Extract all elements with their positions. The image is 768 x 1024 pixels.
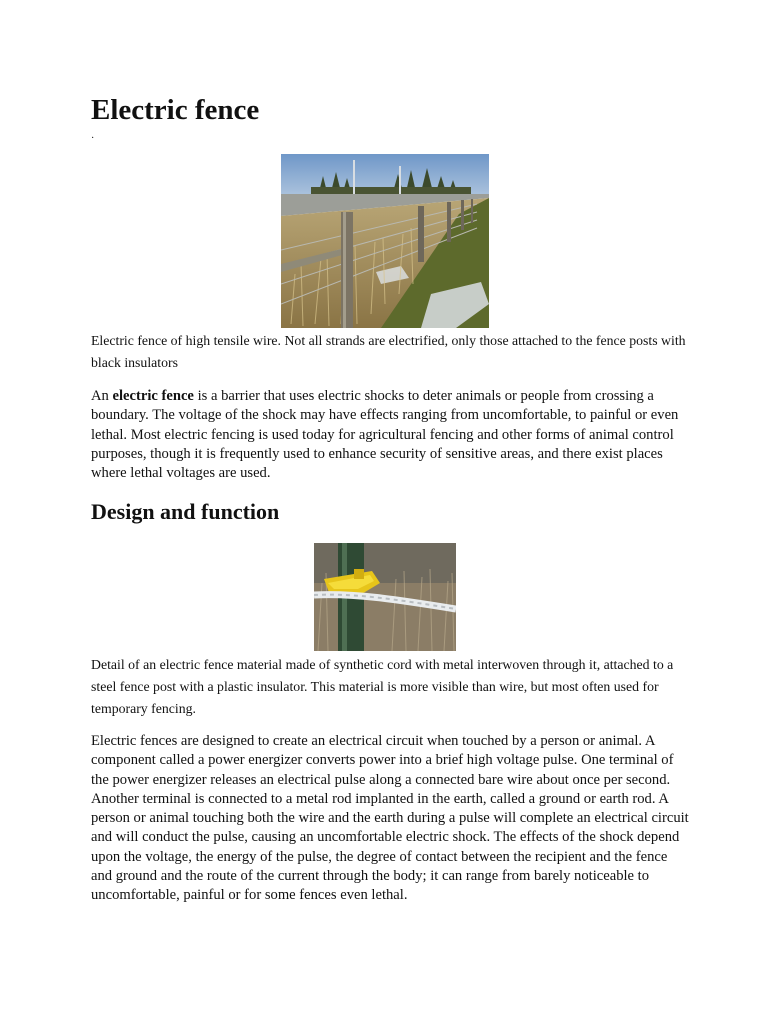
intro-rest: is a barrier that uses electric shocks to deter animals or people from crossing a boundary. The voltage of the shock may have effects ranging from uncomfortable, to painful or even lethal. Most electric fencing is used today for agricultural fencing and other forms of animal control purposes, though it is frequently used to enhance security of sensitive areas, and there exist places where lethal voltages are used. bbox=[91, 388, 679, 482]
intro-prefix: An bbox=[91, 388, 113, 404]
body-paragraph: Electric fences are designed to create an electrical circuit when touched by a person or animal. A component called a power energizer converts power into a brief high voltage pulse. One terminal of the power energizer releases an electrical pulse along a connected bare wire about once per second. Another terminal is connected to a metal rod implanted in the earth, called a ground or earth rod. A person or animal touching both the wire and the earth during a pulse will complete an electrical circuit and will conduct the pulse, causing an uncomfortable electric shock. The effects of the shock depend upon the voltage, the energy of the pulse, the degree of contact between the recipient and the fence and ground and the route of the current through the body; it can range from barely noticeable to uncomfortable, painful or for some fences even lethal. bbox=[91, 733, 689, 904]
insulator-photo bbox=[314, 543, 456, 651]
page-title: Electric fence bbox=[91, 94, 260, 126]
fence-photo bbox=[281, 154, 489, 328]
intro-paragraph bbox=[91, 387, 691, 483]
figure-2-caption: Detail of an electric fence material made of synthetic cord with metal interwoven through it, attached to a steel fence post with a plastic insulator. This material is more visible than wire, but most often used for temporary fencing. bbox=[91, 657, 674, 716]
figure-1-caption: Electric fence of high tensile wire. Not all strands are electrified, only those attached to the fence posts with black insulators bbox=[91, 333, 686, 370]
stray-dot: · bbox=[91, 133, 95, 144]
section-heading: Design and function bbox=[91, 499, 280, 524]
intro-bold-term: electric fence bbox=[112, 388, 194, 404]
